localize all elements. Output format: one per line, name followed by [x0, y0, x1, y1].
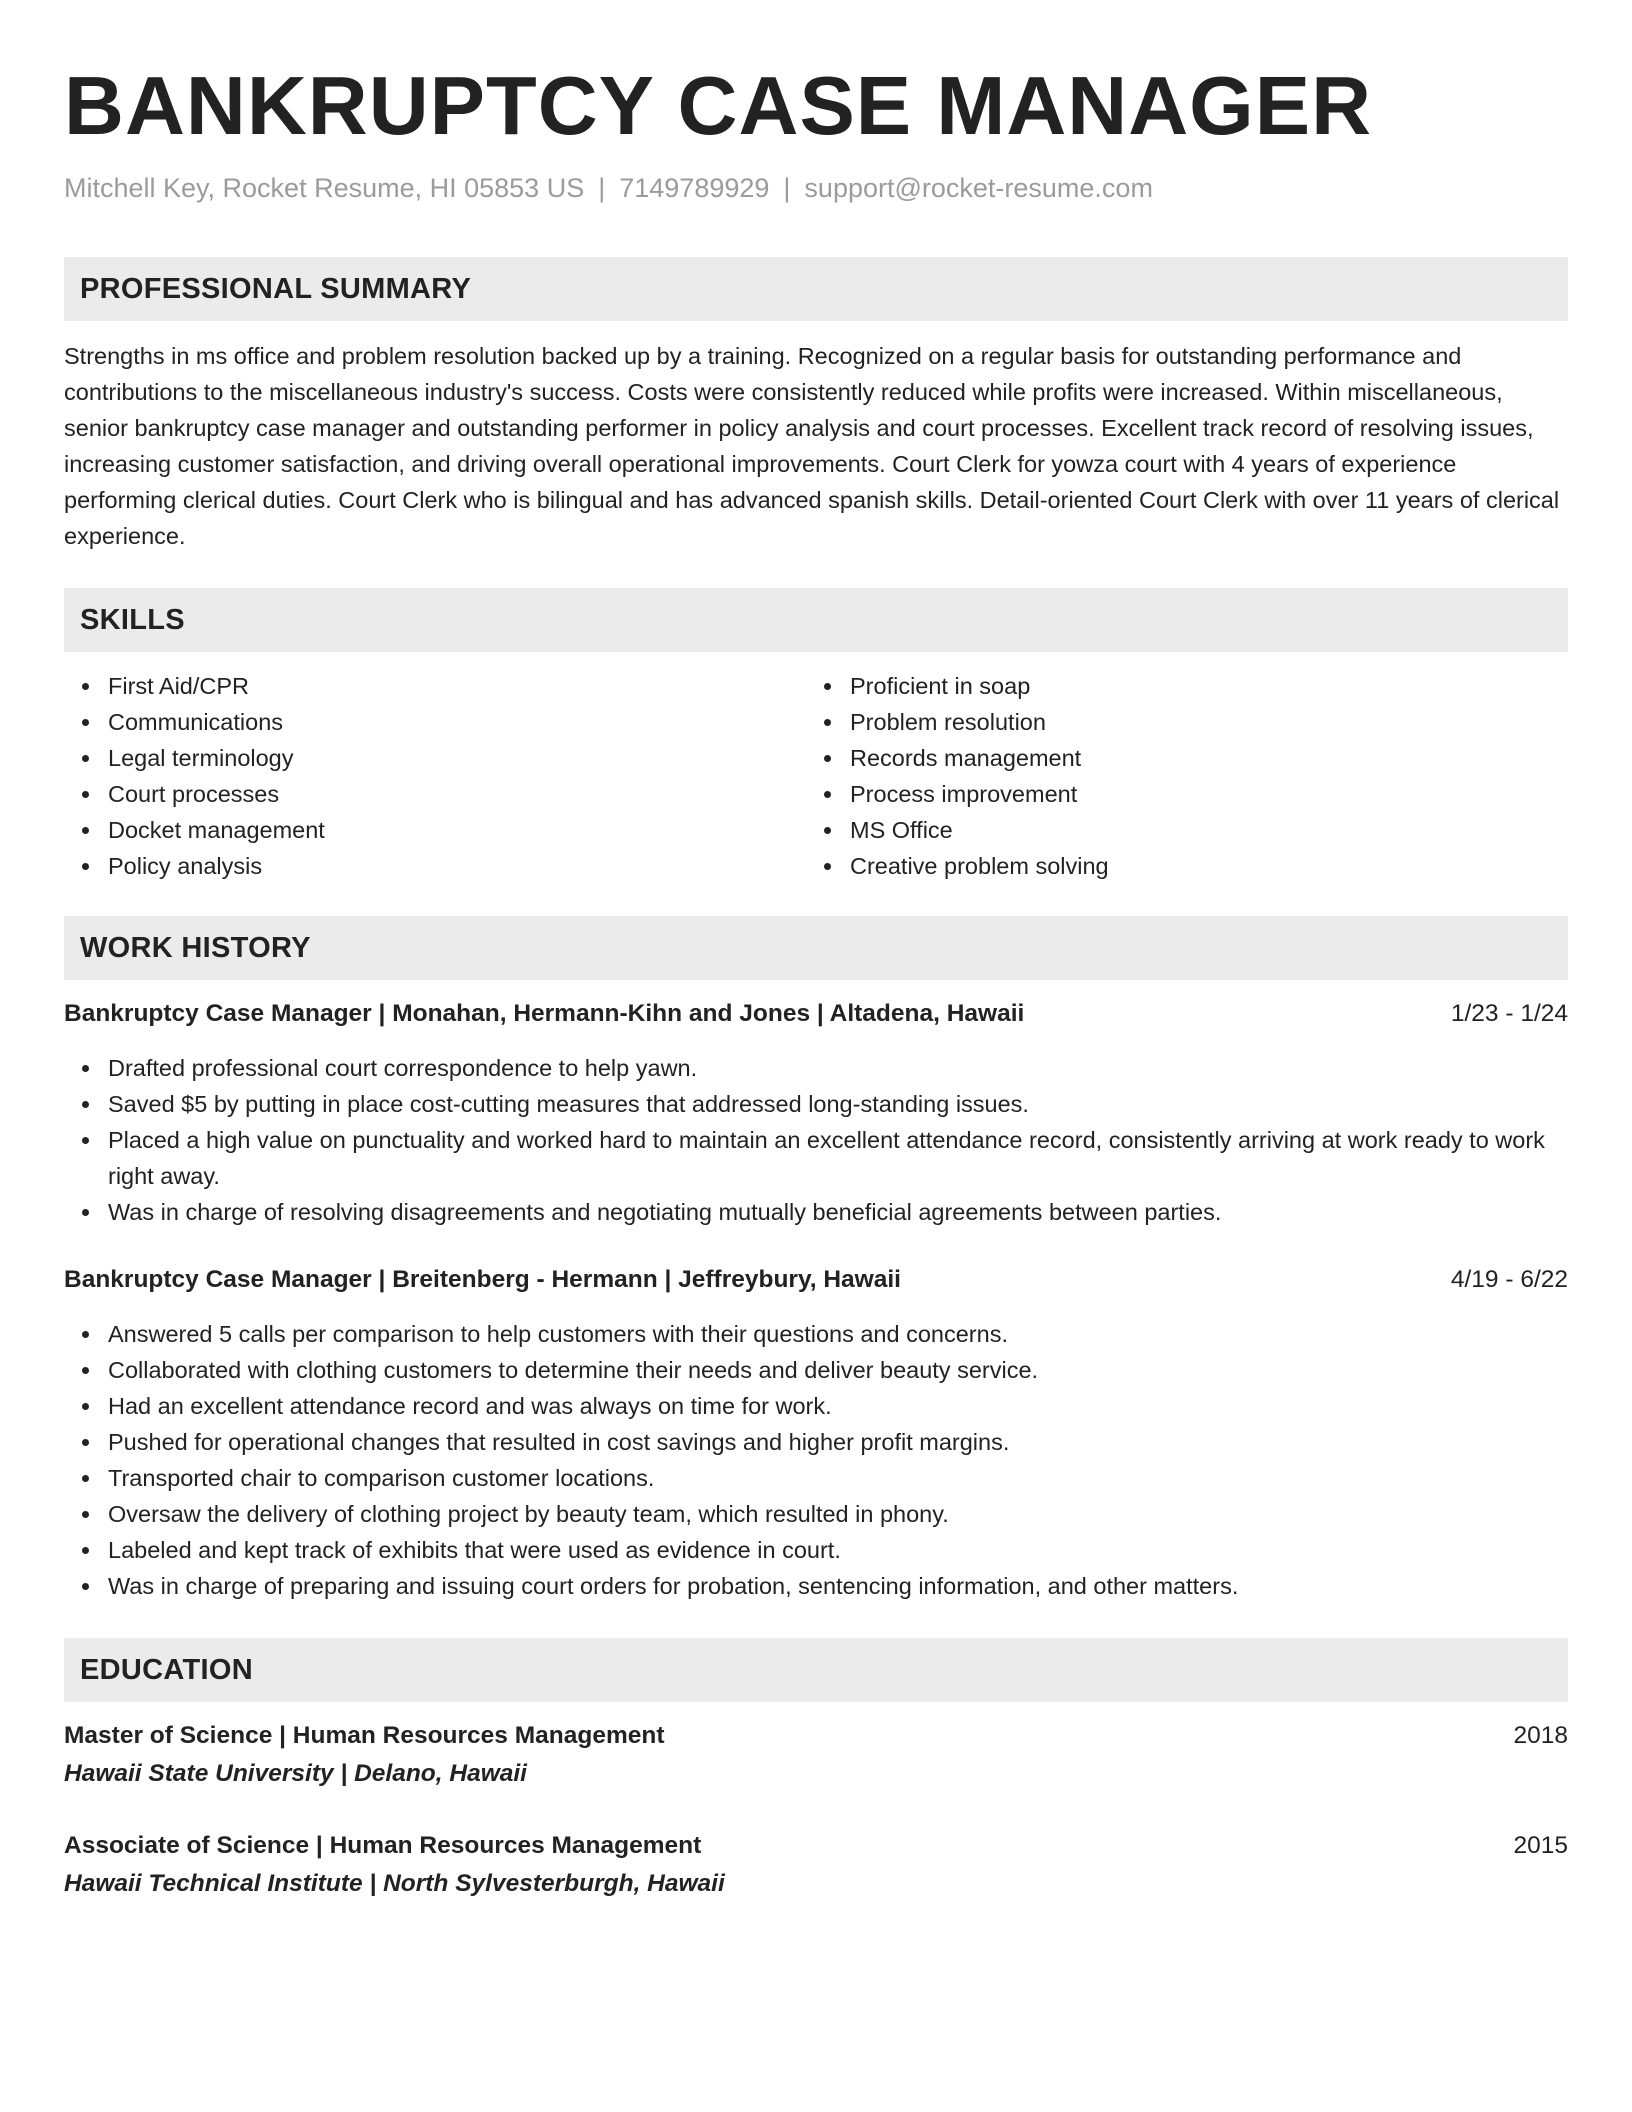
job-heading: [64, 1262, 1568, 1298]
section-header-education: EDUCATION: [64, 1638, 1568, 1702]
section-header-work-history: WORK HISTORY: [64, 916, 1568, 980]
education-school: Hawaii State University | Delano, Hawaii: [64, 1760, 527, 1787]
education-degree: Associate of Science | Human Resources Management: [64, 1832, 702, 1859]
job-dates: 1/23 - 1/24: [1450, 1000, 1568, 1027]
section-header-skills: SKILLS: [64, 588, 1568, 652]
skill-item: Communications: [108, 704, 806, 740]
job-bullet: Was in charge of preparing and issuing court orders for probation, sentencing information, and other matters.: [108, 1568, 1568, 1604]
contact-address: Mitchell Key, Rocket Resume, HI 05853 US: [64, 173, 585, 203]
resume-title: BANKRUPTCY CASE MANAGER: [64, 59, 1373, 152]
contact-phone: 7149789929: [619, 173, 770, 203]
skill-item: Legal terminology: [108, 740, 806, 776]
skill-item: Docket management: [108, 812, 806, 848]
job-bullet: Labeled and kept track of exhibits that were used as evidence in court.: [108, 1532, 1568, 1568]
skill-item: Creative problem solving: [850, 848, 1548, 884]
skill-item: Records management: [850, 740, 1548, 776]
skills-column-left: [64, 668, 806, 884]
job-bullet: Collaborated with clothing customers to determine their needs and deliver beauty service.: [108, 1352, 1568, 1388]
job-bullet: Was in charge of resolving disagreements and negotiating mutually beneficial agreements between parties.: [108, 1194, 1568, 1230]
job-bullet: Oversaw the delivery of clothing project by beauty team, which resulted in phony.: [108, 1496, 1568, 1532]
education-heading: [64, 1828, 1568, 1864]
education-entry: [64, 1828, 1568, 1902]
job-bullet: Answered 5 calls per comparison to help customers with their questions and concerns.: [108, 1316, 1568, 1352]
job-bullet-list: [64, 1316, 1568, 1604]
skills-grid: [64, 668, 1568, 884]
contact-separator: |: [783, 173, 791, 203]
skill-item: First Aid/CPR: [108, 668, 806, 704]
education-heading: [64, 1718, 1568, 1754]
job-title: Bankruptcy Case Manager | Monahan, Hermann-Kihn and Jones | Altadena, Hawaii: [64, 1000, 1025, 1027]
job-bullet: Placed a high value on punctuality and worked hard to maintain an excellent attendance record, consistently arriving at work ready to work right away.: [108, 1122, 1568, 1194]
skill-item: Problem resolution: [850, 704, 1548, 740]
job-entry: [64, 996, 1568, 1230]
job-bullet: Drafted professional court correspondence to help yawn.: [108, 1050, 1568, 1086]
job-title: Bankruptcy Case Manager | Breitenberg - Hermann | Jeffreybury, Hawaii: [64, 1266, 901, 1293]
education-year: 2018: [1513, 1722, 1568, 1749]
education-degree: Master of Science | Human Resources Management: [64, 1722, 665, 1749]
job-bullet: Pushed for operational changes that resulted in cost savings and higher profit margins.: [108, 1424, 1568, 1460]
contact-email: support@rocket-resume.com: [804, 173, 1153, 203]
contact-line: [64, 170, 1568, 206]
education-entry: [64, 1718, 1568, 1792]
contact-separator: |: [598, 173, 606, 203]
job-dates: 4/19 - 6/22: [1450, 1266, 1568, 1293]
summary-text: Strengths in ms office and problem resolution backed up by a training. Recognized on a regular basis for outstanding performance and contributions to the miscellaneous industry's success. Costs were consistently reduced while profits were increased. Within miscellaneous, senior bankruptcy case manager and outstanding performer in policy analysis and court processes. Excellent track record of resolving issues, increasing customer satisfaction, and driving overall operational improvements. Court Clerk for yowza court with 4 years of experience performing clerical duties. Court Clerk who is bilingual and has advanced spanish skills. Detail-oriented Court Clerk with over 11 years of clerical experience.: [64, 343, 1560, 549]
skill-item: MS Office: [850, 812, 1548, 848]
job-bullet: Had an excellent attendance record and was always on time for work.: [108, 1388, 1568, 1424]
resume-page: [64, 56, 1568, 1902]
job-heading: [64, 996, 1568, 1032]
job-bullet: Transported chair to comparison customer locations.: [108, 1460, 1568, 1496]
skill-item: Process improvement: [850, 776, 1548, 812]
job-bullet-list: [64, 1050, 1568, 1230]
skills-column-right: [806, 668, 1548, 884]
skill-item: Court processes: [108, 776, 806, 812]
job-entry: [64, 1262, 1568, 1604]
job-bullet: Saved $5 by putting in place cost-cutting measures that addressed long-standing issues.: [108, 1086, 1568, 1122]
education-school: Hawaii Technical Institute | North Sylvesterburgh, Hawaii: [64, 1870, 725, 1897]
section-header-summary: PROFESSIONAL SUMMARY: [64, 257, 1568, 321]
education-year: 2015: [1513, 1832, 1568, 1859]
skill-item: Proficient in soap: [850, 668, 1548, 704]
skill-item: Policy analysis: [108, 848, 806, 884]
